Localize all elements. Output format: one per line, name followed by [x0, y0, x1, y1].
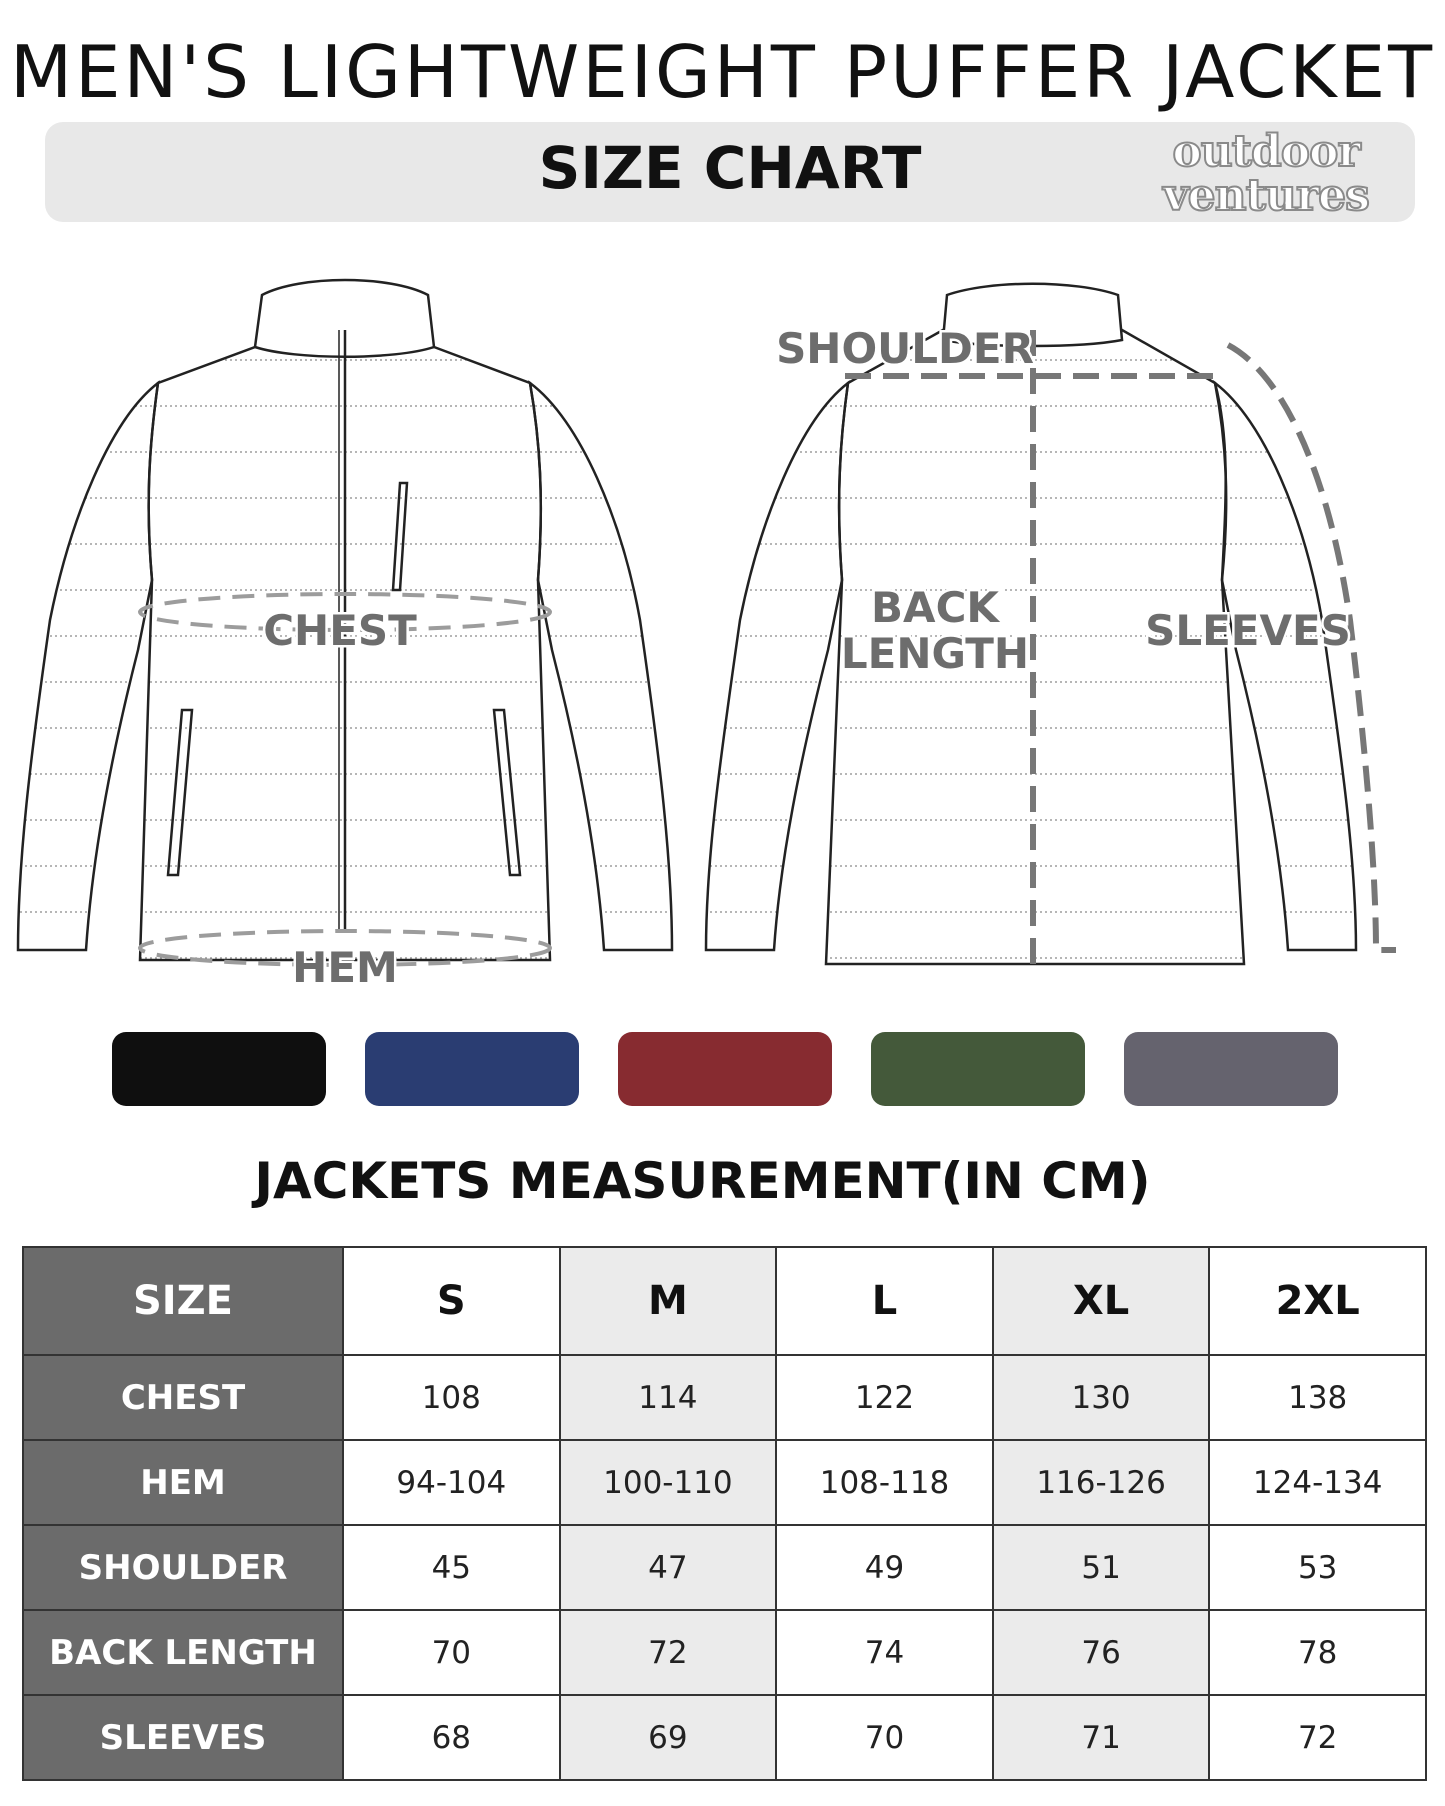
table-row-hem — [23, 1440, 1426, 1525]
size-header-row — [23, 1247, 1426, 1355]
table-cell: 116-126 — [993, 1440, 1210, 1525]
color-swatch-black[interactable] — [112, 1032, 326, 1106]
size-table — [22, 1246, 1427, 1781]
table-cell: 122 — [776, 1355, 993, 1440]
table-cell: 70 — [343, 1610, 560, 1695]
measurement-title: JACKETS MEASUREMENT(IN CM) — [254, 1152, 1151, 1210]
size-2xl-header: 2XL — [1209, 1247, 1426, 1355]
row-label-back-length: BACK LENGTH — [23, 1610, 343, 1695]
table-cell: 78 — [1209, 1610, 1426, 1695]
table-cell: 72 — [560, 1610, 777, 1695]
chest-label: CHEST — [263, 606, 417, 655]
logo-line-1: outdoor — [1172, 126, 1360, 177]
jacket-diagrams — [0, 270, 1445, 990]
row-label-sleeves: SLEEVES — [23, 1695, 343, 1780]
table-cell: 74 — [776, 1610, 993, 1695]
back-length-label-line-1: BACK — [871, 583, 999, 632]
table-cell: 130 — [993, 1355, 1210, 1440]
table-cell: 70 — [776, 1695, 993, 1780]
table-cell: 49 — [776, 1525, 993, 1610]
color-swatch-navy[interactable] — [365, 1032, 579, 1106]
size-m-header: M — [560, 1247, 777, 1355]
banner-heading: SIZE CHART — [538, 134, 922, 202]
table-cell: 100-110 — [560, 1440, 777, 1525]
table-cell: 51 — [993, 1525, 1210, 1610]
table-cell: 71 — [993, 1695, 1210, 1780]
back-length-label-line-2: LENGTH — [840, 629, 1030, 678]
size-l-header: L — [776, 1247, 993, 1355]
size-xl-header: XL — [993, 1247, 1210, 1355]
table-cell: 76 — [993, 1610, 1210, 1695]
table-cell: 69 — [560, 1695, 777, 1780]
table-row-chest — [23, 1355, 1426, 1440]
table-cell: 124-134 — [1209, 1440, 1426, 1525]
page-title: MEN'S LIGHTWEIGHT PUFFER JACKET — [9, 30, 1436, 114]
sleeves-label: SLEEVES — [1145, 606, 1351, 655]
table-cell: 94-104 — [343, 1440, 560, 1525]
color-swatch-burgundy[interactable] — [618, 1032, 832, 1106]
row-label-hem: HEM — [23, 1440, 343, 1525]
table-cell: 45 — [343, 1525, 560, 1610]
size-s-header: S — [343, 1247, 560, 1355]
row-label-shoulder: SHOULDER — [23, 1525, 343, 1610]
table-row-shoulder — [23, 1525, 1426, 1610]
shoulder-label: SHOULDER — [776, 324, 1034, 373]
table-cell: 72 — [1209, 1695, 1426, 1780]
row-label-chest: CHEST — [23, 1355, 343, 1440]
table-cell: 47 — [560, 1525, 777, 1610]
table-cell: 138 — [1209, 1355, 1426, 1440]
table-row-back-length — [23, 1610, 1426, 1695]
table-row-sleeves — [23, 1695, 1426, 1780]
table-cell: 53 — [1209, 1525, 1426, 1610]
hem-label: HEM — [292, 943, 398, 990]
table-cell: 114 — [560, 1355, 777, 1440]
table-cell: 68 — [343, 1695, 560, 1780]
brand-logo — [1141, 126, 1391, 221]
color-swatch-olive[interactable] — [871, 1032, 1085, 1106]
table-cell: 108 — [343, 1355, 560, 1440]
table-cell: 108-118 — [776, 1440, 993, 1525]
size-chart-banner — [45, 122, 1415, 222]
size-column-header: SIZE — [23, 1247, 343, 1355]
logo-line-2: ventures — [1163, 170, 1369, 221]
color-swatch-gray[interactable] — [1124, 1032, 1338, 1106]
